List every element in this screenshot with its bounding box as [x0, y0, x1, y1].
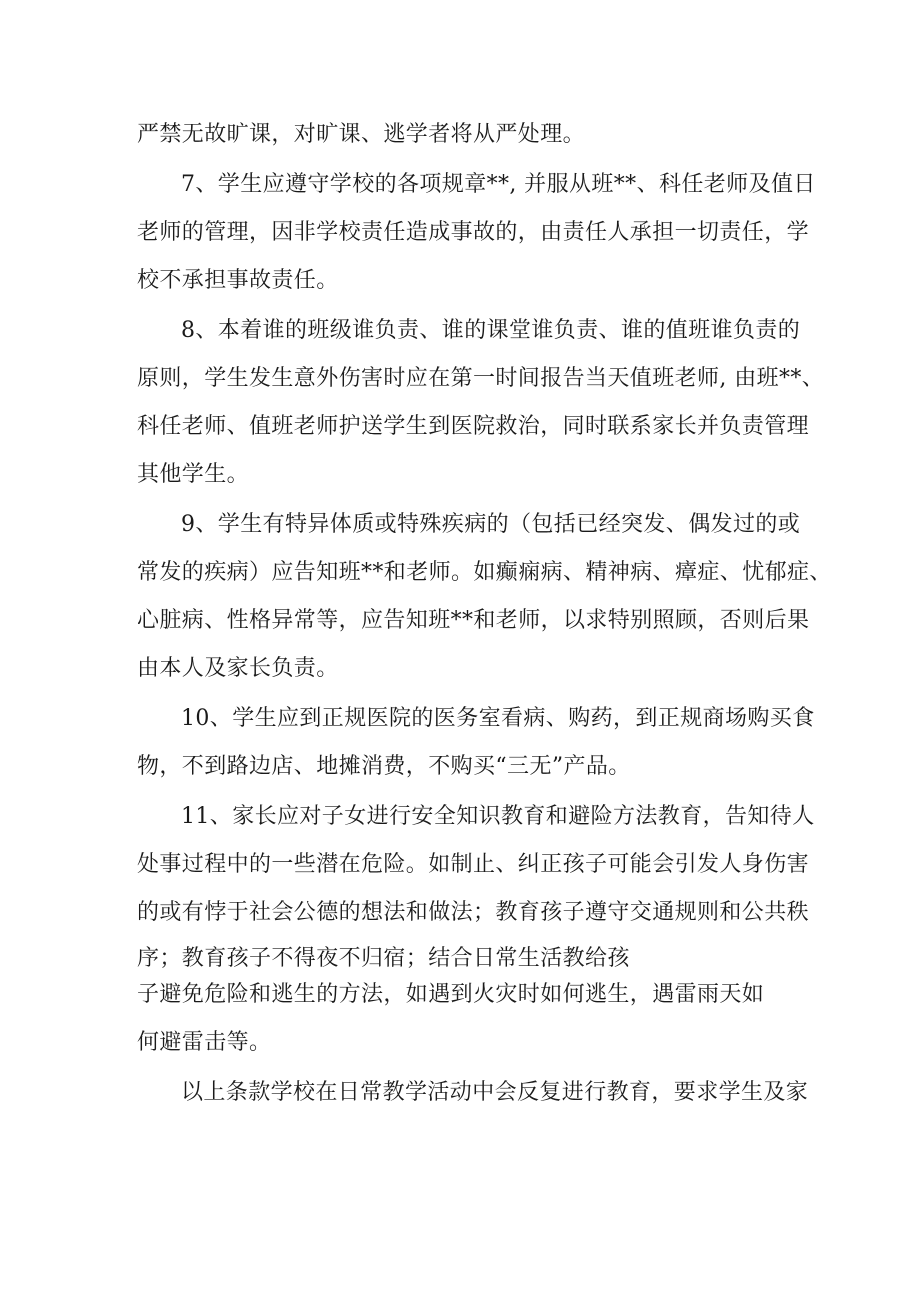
text-line: 以上条款学校在日常教学活动中会反复进行教育，要求学生及家 [181, 1080, 809, 1105]
text-line: 何避雷击等。 [137, 1030, 272, 1055]
text-line: 11、家长应对子女进行安全知识教育和避险方法教育，告知待人 [181, 804, 815, 829]
text-line: 严禁无故旷课，对旷课、逃学者将从严处理。 [137, 122, 586, 147]
text-line: 其他学生。 [137, 462, 250, 487]
text-line: 科任老师、值班老师护送学生到医院救治，同时联系家长并负责管理 [137, 414, 810, 439]
text-line: 校不承担事故责任。 [137, 268, 339, 293]
text-line: 心脏病、性格异常等，应告知班**和老师，以求特别照顾，否则后果 [137, 608, 810, 633]
text-line: 由本人及家长负责。 [137, 656, 339, 681]
text-line: 原则，学生发生意外伤害时应在第一时间报告当天值班老师, 由班**、 [137, 366, 825, 391]
text-line: 物，不到路边店、地摊消费，不购买“三无”产品。 [137, 754, 631, 779]
text-line: 处事过程中的一些潜在危险。如制止、纠正孩子可能会引发人身伤害 [137, 852, 810, 877]
text-line: 的或有悖于社会公德的想法和做法；教育孩子遵守交通规则和公共秩 [137, 900, 810, 925]
text-line: 9、学生有特异体质或特殊疾病的（包括已经突发、偶发过的或 [181, 512, 801, 537]
text-line: 10、学生应到正规医院的医务室看病、购药，到正规商场购买食 [181, 706, 815, 731]
text-line: 老师的管理，因非学校责任造成事故的，由责任人承担一切责任，学 [137, 220, 810, 245]
text-line: 子避免危险和逃生的方法，如遇到火灾时如何逃生，遇雷雨天如 [137, 982, 765, 1007]
text-line: 序；教育孩子不得夜不归宿；结合日常生活教给孩 [137, 946, 630, 971]
text-line: 常发的疾病）应告知班**和老师。如癫痫病、精神病、瘴症、忧郁症、 [137, 560, 832, 585]
text-line: 7、学生应遵守学校的各项规章**, 并服从班**、科任老师及值日 [181, 172, 816, 197]
text-line: 8、本着谁的班级谁负责、谁的课堂谁负责、谁的值班谁负责的 [181, 318, 801, 343]
